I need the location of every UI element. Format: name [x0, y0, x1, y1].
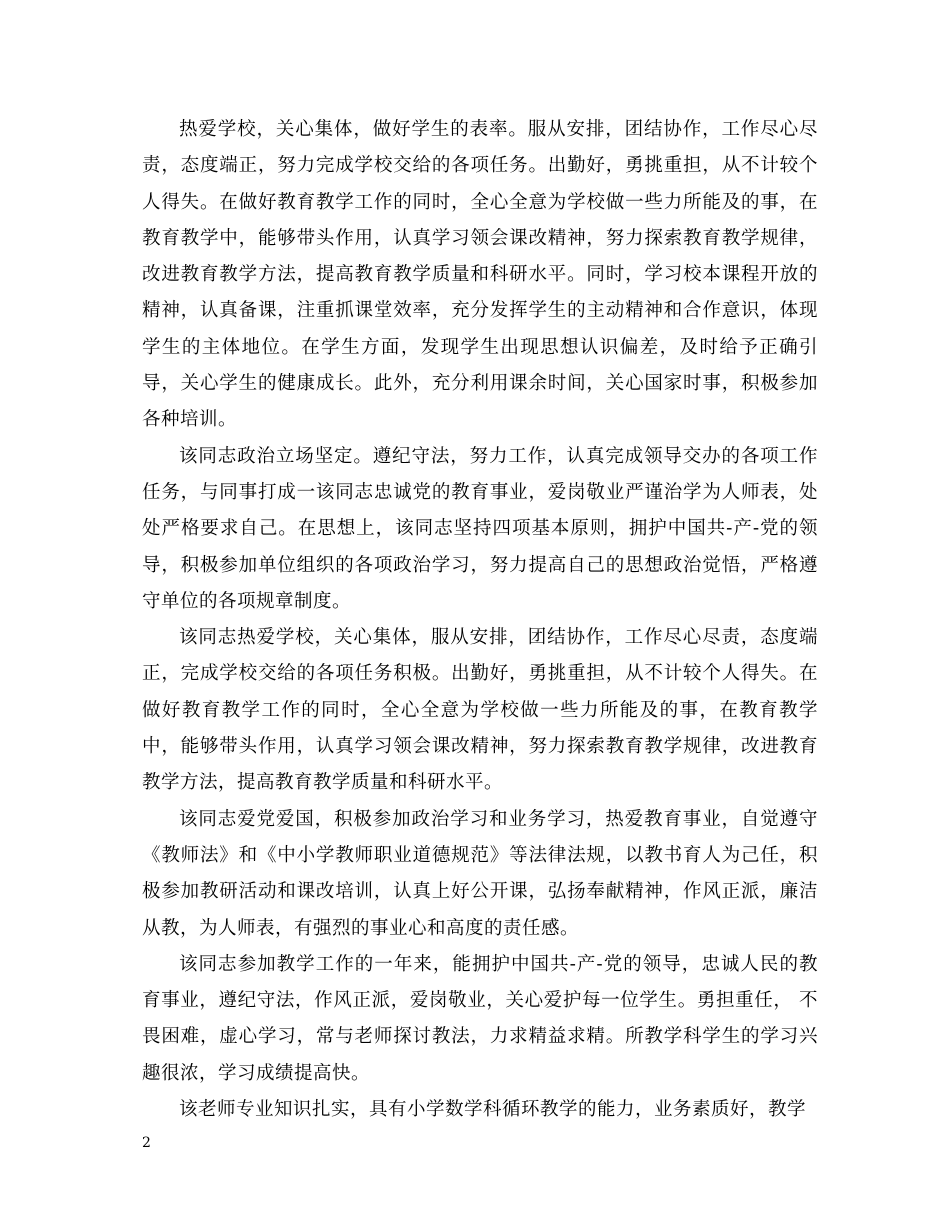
page-number: 2 [142, 1135, 151, 1151]
paragraph: 该同志热爱学校，关心集体，服从安排，团结协作，工作尽心尽责，态度端正，完成学校交给的各项任务积极。出勤好，勇挑重担，从不计较个人得失。在做好教育教学工作的同时，全心全意为学校做一些力所能及的事，在教育教学中，能够带头作用，认真学习领会课改精神，努力探索教育教学规律，改进教育教学方法，提高教育教学质量和科研水平。 [142, 627, 818, 794]
paragraph: 该同志爱党爱国，积极参加政治学习和业务学习，热爱教育事业，自觉遵守《教师法》和《中小学教师职业道德规范》等法律法规，以教书育人为己任，积极参加教研活动和课改培训，认真上好公开课，弘扬奉献精神，作风正派，廉洁从教，为人师表，有强烈的事业心和高度的责任感。 [142, 808, 818, 939]
paragraph: 热爱学校，关心集体，做好学生的表率。服从安排，团结协作，工作尽心尽责，态度端正，努力完成学校交给的各项任务。出勤好，勇挑重担，从不计较个人得失。在做好教育教学工作的同时，全心全意为学校做一些力所能及的事，在教育教学中，能够带头作用，认真学习领会课改精神，努力探索教育教学规律，改进教育教学方法，提高教育教学质量和科研水平。同时，学习校本课程开放的精神，认真备课，注重抓课堂效率，充分发挥学生的主动精神和合作意识，体现学生的主体地位。在学生方面，发现学生出现思想认识偏差，及时给予正确引导，关心学生的健康成长。此外，充分利用课余时间，关心国家时事，积极参加各种培训。 [142, 119, 818, 431]
paragraph: 该同志政治立场坚定。遵纪守法，努力工作，认真完成领导交办的各项工作任务，与同事打成一该同志忠诚党的教育事业，爱岗敬业严谨治学为人师表，处处严格要求自己。在思想上，该同志坚持四项基本原则，拥护中国共-产-党的领导，积极参加单位组织的各项政治学习，努力提高自己的思想政治觉悟，严格遵守单位的各项规章制度。 [142, 445, 818, 612]
document-body [142, 112, 818, 1128]
paragraph: 该老师专业知识扎实，具有小学数学科循环教学的能力，业务素质好，教学 [179, 1099, 807, 1121]
paragraph: 该同志参加教学工作的一年来，能拥护中国共-产-党的领导，忠诚人民的教育事业，遵纪守法，作风正派，爱岗敬业，关心爱护每一位学生。勇担重任， 不畏困难，虚心学习，常与老师探讨教法，力求精益求精。所教学科学生的学习兴趣很浓，学习成绩提高快。 [142, 953, 818, 1084]
